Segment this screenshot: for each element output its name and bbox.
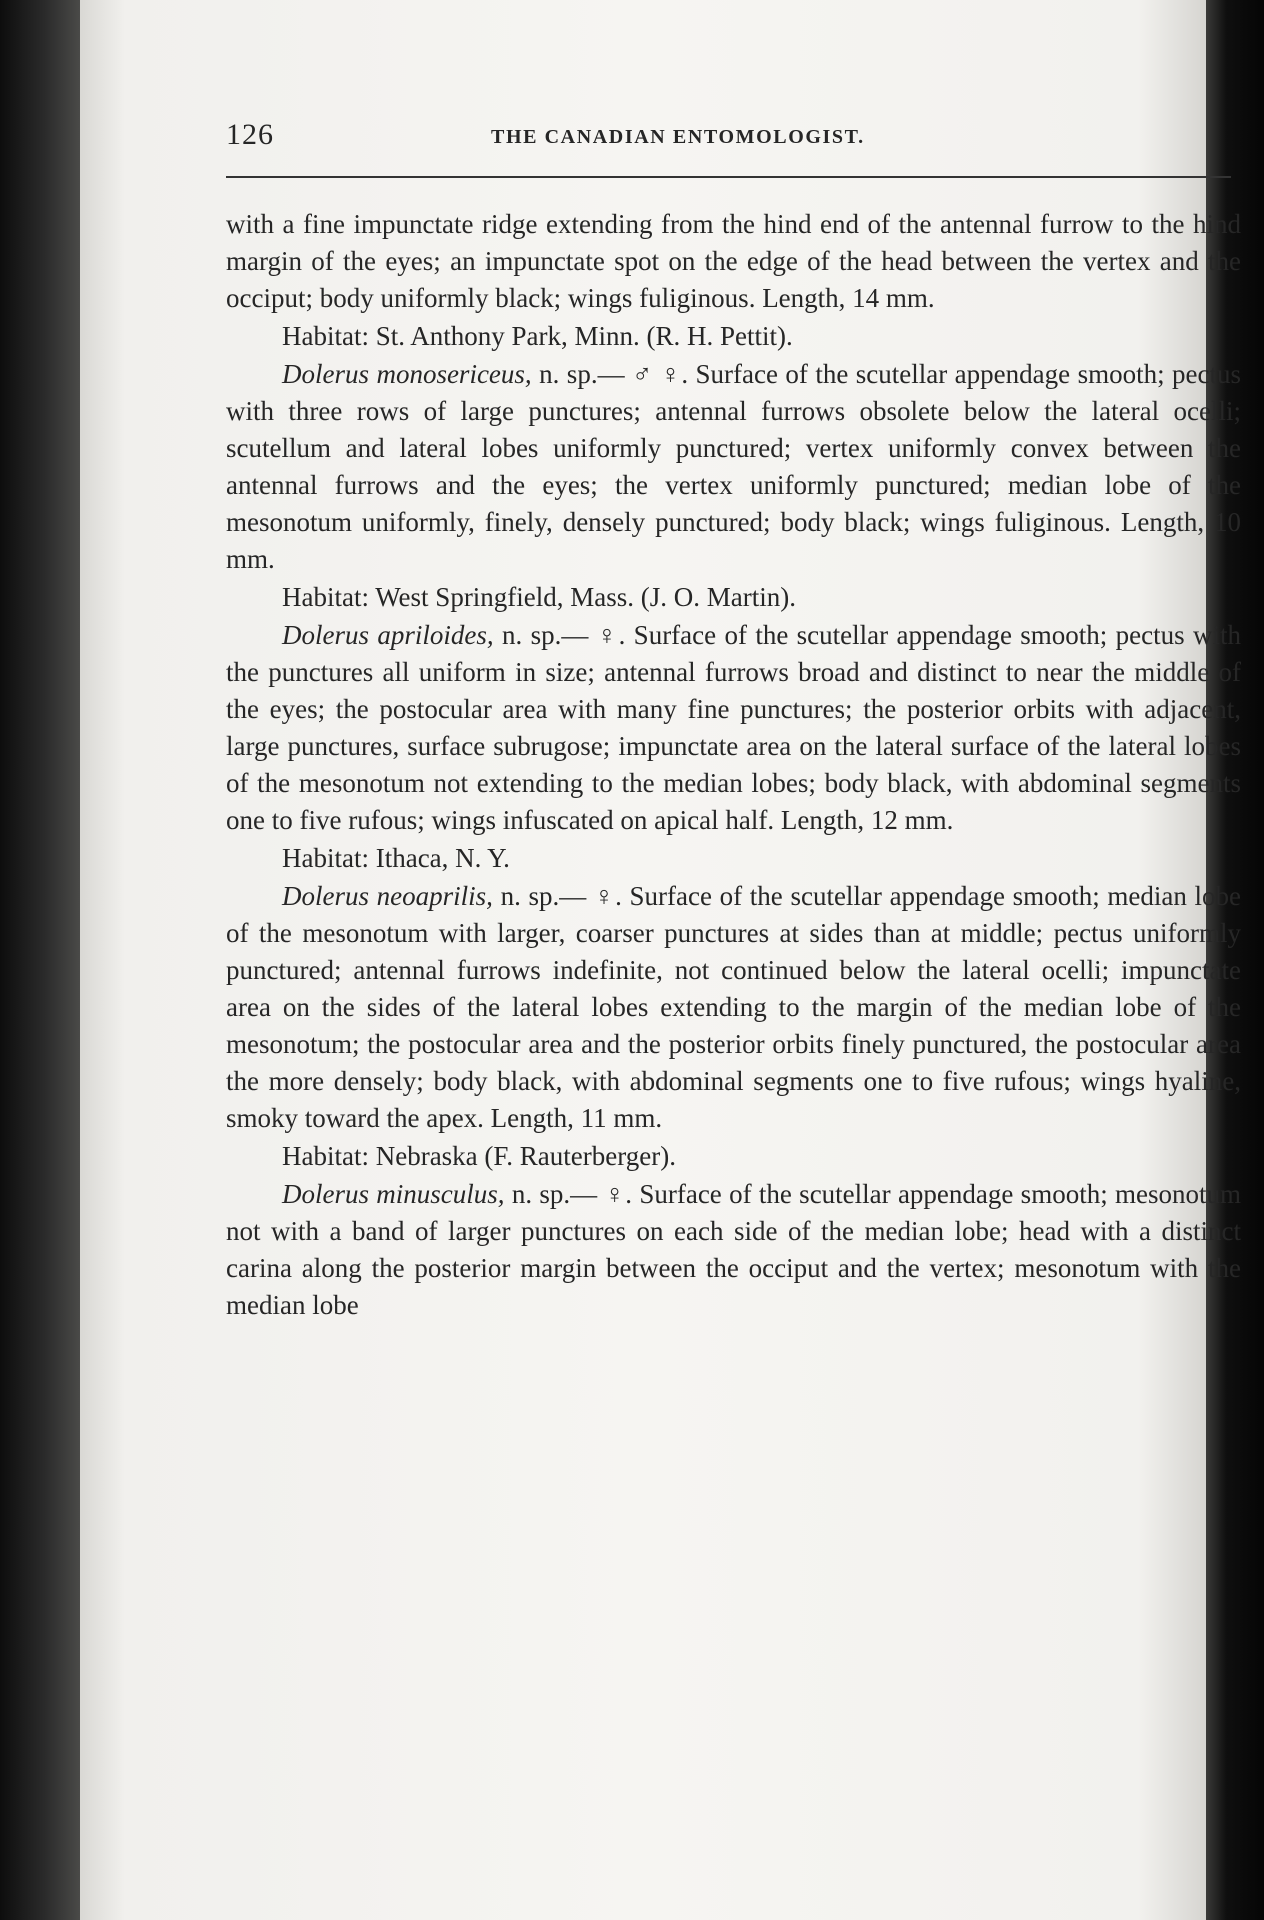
page-header (226, 118, 1241, 162)
species-description: Dolerus apriloides, n. sp.— ♀. Surface of the scutellar appendage smooth; pectus with the punctures all uniform in size; antennal furrows broad and distinct to near the middle of the eyes; the postocular area with many fine punctures; the posterior orbits with adjacent, large punctures, surface subrugose; impunctate area on the lateral surface of the lateral lobes of the mesonotum not extending to the median lobes; body black, with abdominal segments one to five rufous; wings infuscated on apical half. Length, 12 mm. (226, 620, 1241, 835)
binding-shadow-left (0, 0, 80, 1920)
species-name: Dolerus neoaprilis, (282, 881, 493, 911)
habitat-line: Habitat: St. Anthony Park, Minn. (R. H. Pettit). (282, 321, 793, 351)
species-name: Dolerus monosericeus, (282, 359, 532, 389)
habitat-line: Habitat: West Springfield, Mass. (J. O. Martin). (282, 582, 797, 612)
header-rule (226, 176, 1231, 178)
species-description: Dolerus monosericeus, n. sp.— ♂ ♀. Surface of the scutellar appendage smooth; pectus with three rows of large punctures; antennal furrows obsolete below the lateral ocelli; scutellum and lateral lobes uniformly punctured; vertex uniformly convex between the antennal furrows and the eyes; the vertex uniformly punctured; median lobe of the mesonotum uniformly, finely, densely punctured; body black; wings fuliginous. Length, 10 mm. (226, 359, 1241, 574)
running-title: THE CANADIAN ENTOMOLOGIST. (491, 126, 865, 148)
species-name: Dolerus apriloides, (282, 620, 494, 650)
book-page (80, 0, 1241, 1920)
page-number: 126 (226, 118, 274, 151)
habitat-line: Habitat: Ithaca, N. Y. (282, 843, 510, 873)
paragraph-continuation: with a fine impunctate ridge extending from the hind end of the antennal furrow to the hind margin of the eyes; an impunctate spot on the edge of the head between the vertex and the occiput; body uniformly black; wings fuliginous. Length, 14 mm. (226, 209, 1241, 313)
species-name: Dolerus minusculus, (282, 1179, 505, 1209)
habitat-line: Habitat: Nebraska (F. Rauterberger). (282, 1141, 676, 1171)
species-description: Dolerus neoaprilis, n. sp.— ♀. Surface of the scutellar appendage smooth; median lobe of the mesonotum with larger, coarser punctures at sides than at middle; pectus uniformly punctured; antennal furrows indefinite, not continued below the lateral ocelli; impunctate area on the sides of the lateral lobes extending to the margin of the median lobe of the mesonotum; the postocular area and the posterior orbits finely punctured, the postocular area the more densely; body black, with abdominal segments one to five rufous; wings hyaline, smoky toward the apex. Length, 11 mm. (226, 881, 1241, 1133)
species-description: Dolerus minusculus, n. sp.— ♀. Surface of the scutellar appendage smooth; mesonotum not with a band of larger punctures on each side of the median lobe; head with a distinct carina along the posterior margin between the occiput and the vertex; mesonotum with the median lobe (226, 1179, 1241, 1320)
page-content (226, 118, 1241, 1324)
